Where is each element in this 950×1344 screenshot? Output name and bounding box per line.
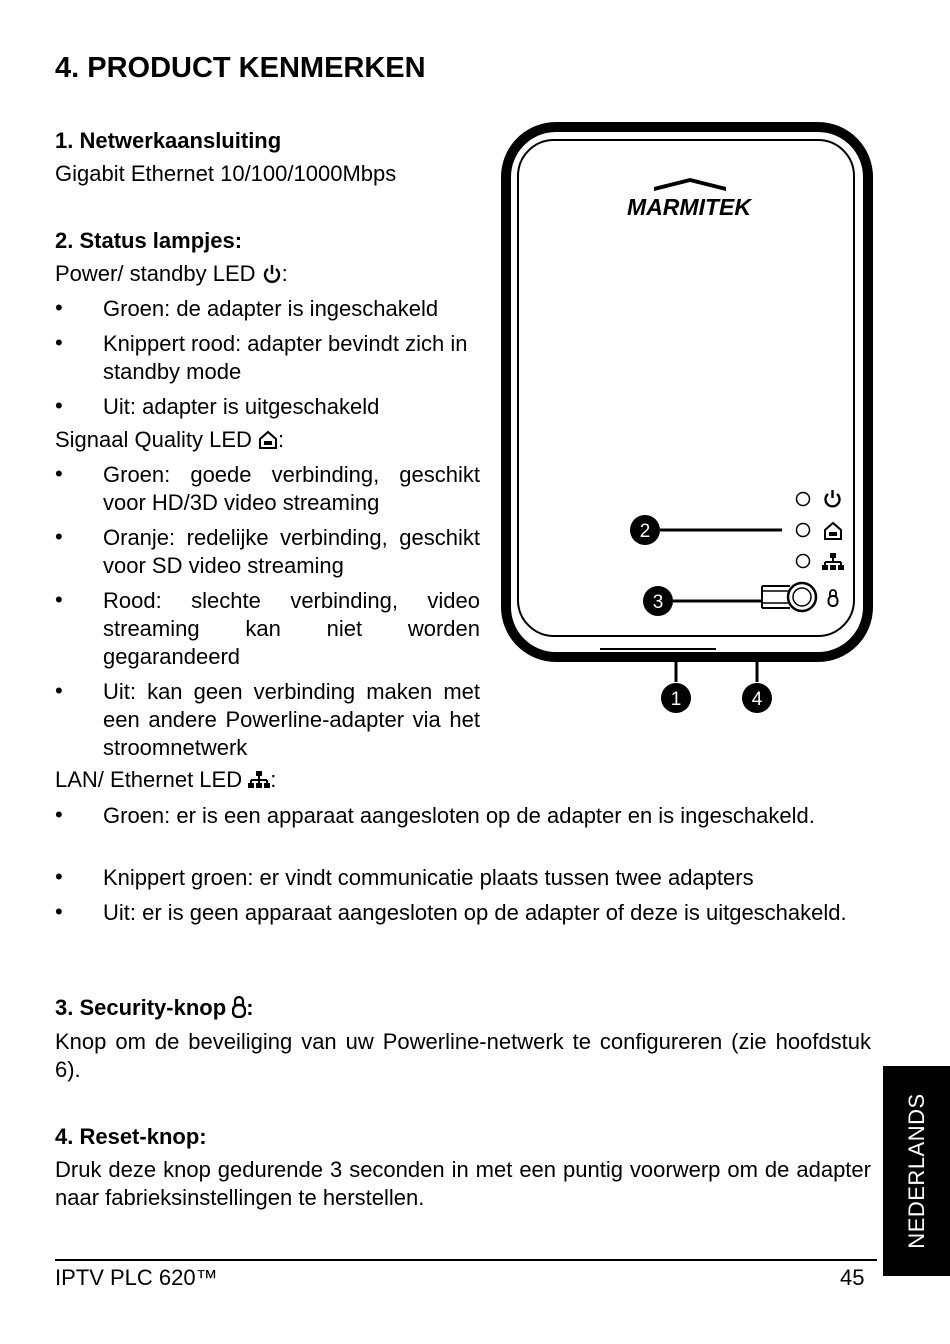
section-2-heading: 2. Status lampjes: — [55, 228, 243, 253]
svg-text:MARMITEK: MARMITEK — [627, 194, 751, 220]
bullet: • — [55, 393, 63, 418]
list-item: Uit: er is geen apparaat aangesloten op de adapter of deze is uitgeschakeld. — [103, 900, 847, 925]
list-item: Rood: slechte verbinding, video streaming kan niet worden gegarandeerd — [103, 588, 480, 669]
section-1-heading: 1. Netwerkaansluiting — [55, 128, 282, 153]
list-item: Knippert rood: adapter bevindt zich in standby mode — [103, 331, 468, 384]
power-led-label: Power/ standby LED : — [55, 261, 288, 286]
bullet: • — [55, 295, 63, 320]
language-label: NEDERLANDS — [903, 1093, 929, 1249]
bullet: • — [55, 587, 63, 612]
list-item: Uit: adapter is uitgeschakeld — [103, 394, 380, 419]
list-item: Oranje: redelijke verbinding, geschikt voor SD video streaming — [103, 525, 480, 578]
network-icon — [248, 770, 270, 790]
device-illustration — [500, 120, 880, 720]
power-led — [797, 493, 810, 506]
page-title: 4. PRODUCT KENMERKEN — [55, 52, 426, 84]
lan-led — [797, 555, 810, 568]
callout-2-label: 2 — [639, 521, 651, 542]
bullet: • — [55, 899, 63, 924]
callout-4-label: 4 — [751, 689, 763, 710]
page-number: 45 — [840, 1265, 865, 1290]
section-4-text: Druk deze knop gedurende 3 seconden in met een puntig voorwerp om de adapter naar fabrieksinstellingen te herstellen. — [55, 1157, 871, 1210]
footer-product: IPTV PLC 620™ — [55, 1265, 218, 1290]
list-item: Groen: goede verbinding, geschikt voor HD/3D video streaming — [103, 462, 480, 515]
list-item: Groen: de adapter is ingeschakeld — [103, 296, 439, 321]
callout-1-label: 1 — [670, 689, 682, 710]
power-icon — [262, 264, 282, 284]
section-3-heading: 3. Security-knop : — [55, 995, 254, 1020]
callout-3-label: 3 — [652, 592, 664, 613]
signal-led-label: Signaal Quality LED : — [55, 427, 285, 452]
bullet: • — [55, 524, 63, 549]
list-item: Knippert groen: er vindt communicatie plaats tussen twee adapters — [103, 865, 754, 890]
section-1-text: Gigabit Ethernet 10/100/1000Mbps — [55, 161, 397, 186]
signal-led — [797, 524, 810, 537]
language-side-tab — [883, 1066, 950, 1276]
section-4-heading: 4. Reset-knop: — [55, 1124, 207, 1149]
house-icon — [258, 430, 278, 450]
bullet: • — [55, 864, 63, 889]
list-item: Groen: er is een apparaat aangesloten op de adapter en is ingeschakeld. — [103, 803, 815, 828]
bullet: • — [55, 678, 63, 703]
lock-icon — [232, 996, 246, 1018]
bullet: • — [55, 802, 63, 827]
bullet: • — [55, 461, 63, 486]
lan-led-label: LAN/ Ethernet LED : — [55, 767, 277, 792]
section-3-text: Knop om de beveiliging van uw Powerline-netwerk te configureren (zie hoofdstuk 6). — [55, 1029, 871, 1082]
bullet: • — [55, 330, 63, 355]
footer-rule — [55, 1259, 877, 1261]
list-item: Uit: kan geen verbinding maken met een andere Powerline-adapter via het stroomnetwerk — [103, 679, 480, 760]
